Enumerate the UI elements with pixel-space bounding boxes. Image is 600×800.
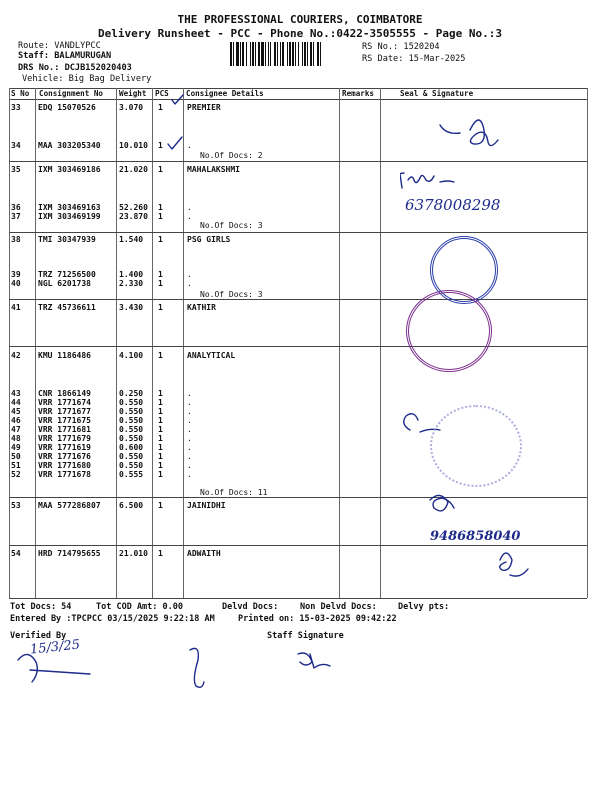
entered-by: Entered By :TPCPCC 03/15/2025 9:22:18 AM (10, 614, 215, 624)
row-consignment-no: VRR 1771619 (38, 443, 91, 452)
row-consignment-no: NGL 6201738 (38, 279, 91, 288)
barcode-bar (246, 42, 247, 66)
row-sno: 40 (11, 279, 21, 288)
barcode-bar (287, 42, 288, 66)
row-sno: 45 (11, 407, 21, 416)
row-sno: 52 (11, 470, 21, 479)
row-consignee: ADWAITH (187, 549, 221, 558)
barcode-bar (255, 42, 256, 66)
row-consignment-no: VRR 1771679 (38, 434, 91, 443)
row-consignment-no: VRR 1771677 (38, 407, 91, 416)
row-pcs: 1 (158, 203, 163, 212)
row-consignee: . (187, 389, 192, 398)
no-of-docs: No.Of Docs: 3 (200, 221, 263, 230)
col-seal-signature: Seal & Signature (400, 89, 474, 98)
row-pcs: 1 (158, 165, 163, 174)
row-sno: 42 (11, 351, 21, 360)
row-pcs: 1 (158, 549, 163, 558)
handwritten-phone: 6378008298 (405, 196, 501, 214)
row-consignee: . (187, 270, 192, 279)
col-remarks: Remarks (342, 89, 375, 98)
row-consignment-no: VRR 1771674 (38, 398, 91, 407)
row-pcs: 1 (158, 212, 163, 221)
row-weight: 21.020 (119, 165, 148, 174)
row-weight: 0.550 (119, 461, 144, 470)
rs-number: RS No.: 1520204 (362, 42, 440, 52)
row-weight: 1.400 (119, 270, 144, 279)
row-pcs: 1 (158, 470, 163, 479)
barcode-image (230, 42, 355, 66)
barcode-bar (310, 42, 312, 66)
row-consignment-no: VRR 1771678 (38, 470, 91, 479)
row-consignee: . (187, 203, 192, 212)
col-sno: S No (11, 89, 30, 98)
barcode-bar (292, 42, 294, 66)
row-sno: 33 (11, 103, 21, 112)
row-sno: 38 (11, 235, 21, 244)
tick-marks (160, 92, 190, 152)
row-consignee: PREMIER (187, 103, 221, 112)
row-pcs: 1 (158, 303, 163, 312)
row-weight: 0.250 (119, 389, 144, 398)
row-consignment-no: IXM 303469163 (38, 203, 101, 212)
barcode-bar (250, 42, 251, 66)
row-sno: 34 (11, 141, 21, 150)
route-label: Route: VANDLYPCC (18, 41, 101, 51)
row-weight: 0.550 (119, 416, 144, 425)
row-consignment-no: EDQ 15070526 (38, 103, 96, 112)
barcode-bar (265, 42, 266, 66)
row-pcs: 1 (158, 461, 163, 470)
barcode-bar (252, 42, 254, 66)
row-pcs: 1 (158, 407, 163, 416)
tot-cod-amt: Tot COD Amt: 0.00 (96, 602, 183, 612)
barcode-bar (282, 42, 284, 66)
row-weight: 0.550 (119, 398, 144, 407)
barcode-bar (261, 42, 264, 66)
row-consignee: . (187, 425, 192, 434)
row-sno: 50 (11, 452, 21, 461)
row-consignment-no: IXM 303469186 (38, 165, 101, 174)
row-weight: 0.600 (119, 443, 144, 452)
company-title: THE PROFESSIONAL COURIERS, COIMBATORE (177, 13, 423, 26)
row-consignee: MAHALAKSHMI (187, 165, 240, 174)
barcode-bar (302, 42, 303, 66)
row-consignee: . (187, 434, 192, 443)
row-pcs: 1 (158, 235, 163, 244)
tot-docs: Tot Docs: 54 (10, 602, 72, 612)
no-of-docs: No.Of Docs: 3 (200, 290, 263, 299)
barcode-bar (242, 42, 244, 66)
row-sno: 41 (11, 303, 21, 312)
row-consignment-no: VRR 1771675 (38, 416, 91, 425)
row-pcs: 1 (158, 416, 163, 425)
row-weight: 0.550 (119, 452, 144, 461)
barcode-bar (270, 42, 271, 66)
row-pcs: 1 (158, 501, 163, 510)
row-weight: 4.100 (119, 351, 144, 360)
barcode-bar (240, 42, 241, 66)
analytical-stamp (430, 405, 522, 487)
row-sno: 53 (11, 501, 21, 510)
row-consignee: . (187, 141, 192, 150)
printed-on: Printed on: 15-03-2025 09:42:22 (238, 614, 397, 624)
row-weight: 1.540 (119, 235, 144, 244)
row-weight: 6.500 (119, 501, 144, 510)
barcode-bar (233, 42, 234, 66)
row-consignment-no: VRR 1771681 (38, 425, 91, 434)
barcode-bar (230, 42, 232, 66)
table-right-border (587, 88, 588, 598)
row-consignee: . (187, 443, 192, 452)
row-consignment-no: TRZ 45736611 (38, 303, 96, 312)
barcode-bar (236, 42, 239, 66)
row-consignee: KATHIR (187, 303, 216, 312)
row-consignee: . (187, 279, 192, 288)
col-divider (183, 88, 184, 598)
barcode-bar (320, 42, 321, 66)
row-pcs: 1 (158, 141, 163, 150)
row-consignee: JAINIDHI (187, 501, 226, 510)
col-weight: Weight (119, 89, 147, 98)
row-consignee: . (187, 452, 192, 461)
col-divider (35, 88, 36, 598)
row-weight: 21.010 (119, 549, 148, 558)
row-weight: 0.550 (119, 407, 144, 416)
col-consignment: Consignment No (39, 89, 104, 98)
row-consignee: . (187, 398, 192, 407)
handwritten-date: 15/3/25 (29, 637, 81, 658)
row-pcs: 1 (158, 398, 163, 407)
row-weight: 3.070 (119, 103, 144, 112)
row-weight: 0.550 (119, 434, 144, 443)
row-sno: 48 (11, 434, 21, 443)
runsheet-subtitle: Delivery Runsheet - PCC - Phone No.:0422-3505555 - Page No.:3 (98, 27, 502, 40)
col-divider (380, 88, 381, 598)
barcode-bar (313, 42, 314, 66)
row-consignee: . (187, 212, 192, 221)
row-sno: 46 (11, 416, 21, 425)
barcode-bar (298, 42, 299, 66)
handwritten-phone: 9486858040 (430, 529, 521, 544)
row-sno: 39 (11, 270, 21, 279)
row-consignee: . (187, 470, 192, 479)
row-weight: 23.870 (119, 212, 148, 221)
row-weight: 3.430 (119, 303, 144, 312)
barcode-bar (274, 42, 276, 66)
row-consignee: ANALYTICAL (187, 351, 236, 360)
row-sno: 44 (11, 398, 21, 407)
col-divider (116, 88, 117, 598)
col-divider (339, 88, 340, 598)
row-consignment-no: KMU 1186486 (38, 351, 91, 360)
row-weight: 52.260 (119, 203, 148, 212)
row-weight: 0.555 (119, 470, 144, 479)
col-consignee: Consignee Details (186, 89, 264, 98)
non-delvd-docs: Non Delvd Docs: (300, 602, 377, 612)
no-of-docs: No.Of Docs: 2 (200, 151, 263, 160)
row-pcs: 1 (158, 452, 163, 461)
vehicle-label: Vehicle: Big Bag Delivery (22, 74, 152, 84)
delvd-docs: Delvd Docs: (222, 602, 279, 612)
col-divider (152, 88, 153, 598)
row-weight: 2.330 (119, 279, 144, 288)
row-pcs: 1 (158, 279, 163, 288)
no-of-docs: No.Of Docs: 11 (200, 488, 268, 497)
row-consignment-no: TRZ 71256500 (38, 270, 96, 279)
col-pcs: PCS (155, 89, 169, 98)
row-sno: 49 (11, 443, 21, 452)
barcode-bar (258, 42, 260, 66)
row-weight: 0.550 (119, 425, 144, 434)
row-pcs: 1 (158, 351, 163, 360)
row-sno: 47 (11, 425, 21, 434)
row-consignment-no: TMI 30347939 (38, 235, 96, 244)
row-consignment-no: VRR 1771680 (38, 461, 91, 470)
row-consignee: . (187, 461, 192, 470)
row-pcs: 1 (158, 425, 163, 434)
row-consignee: PSG GIRLS (187, 235, 231, 244)
row-consignee: . (187, 407, 192, 416)
table-left-border (9, 88, 10, 598)
row-pcs: 1 (158, 103, 163, 112)
barcode-bar (307, 42, 308, 66)
row-weight: 10.010 (119, 141, 148, 150)
verified-by: Verified By (10, 631, 67, 641)
row-consignment-no: MAA 577286807 (38, 501, 101, 510)
row-sno: 54 (11, 549, 21, 558)
row-consignment-no: HRD 714795655 (38, 549, 101, 558)
row-sno: 37 (11, 212, 21, 221)
delvy-pts: Delvy pts: (398, 602, 450, 612)
barcode-bar (277, 42, 278, 66)
row-sno: 36 (11, 203, 21, 212)
row-sno: 35 (11, 165, 21, 174)
row-pcs: 1 (158, 270, 163, 279)
row-pcs: 1 (158, 434, 163, 443)
row-consignment-no: VRR 1771676 (38, 452, 91, 461)
row-consignee: . (187, 416, 192, 425)
barcode-bar (268, 42, 269, 66)
barcode-bar (295, 42, 296, 66)
drs-label: DRS No.: DCJB152020403 (18, 63, 132, 73)
staff-signature-label: Staff Signature (267, 631, 344, 641)
row-consignment-no: CNR 1866149 (38, 389, 91, 398)
row-pcs: 1 (158, 389, 163, 398)
row-consignment-no: MAA 303205340 (38, 141, 101, 150)
rs-date: RS Date: 15-Mar-2025 (362, 54, 466, 64)
barcode-bar (317, 42, 319, 66)
row-consignment-no: IXM 303469199 (38, 212, 101, 221)
barcode-bar (304, 42, 306, 66)
row-sno: 43 (11, 389, 21, 398)
staff-label: Staff: BALAMURUGAN (18, 51, 112, 61)
row-pcs: 1 (158, 443, 163, 452)
barcode-bar (289, 42, 291, 66)
college-stamp (406, 290, 492, 372)
barcode-bar (280, 42, 281, 66)
row-sno: 51 (11, 461, 21, 470)
